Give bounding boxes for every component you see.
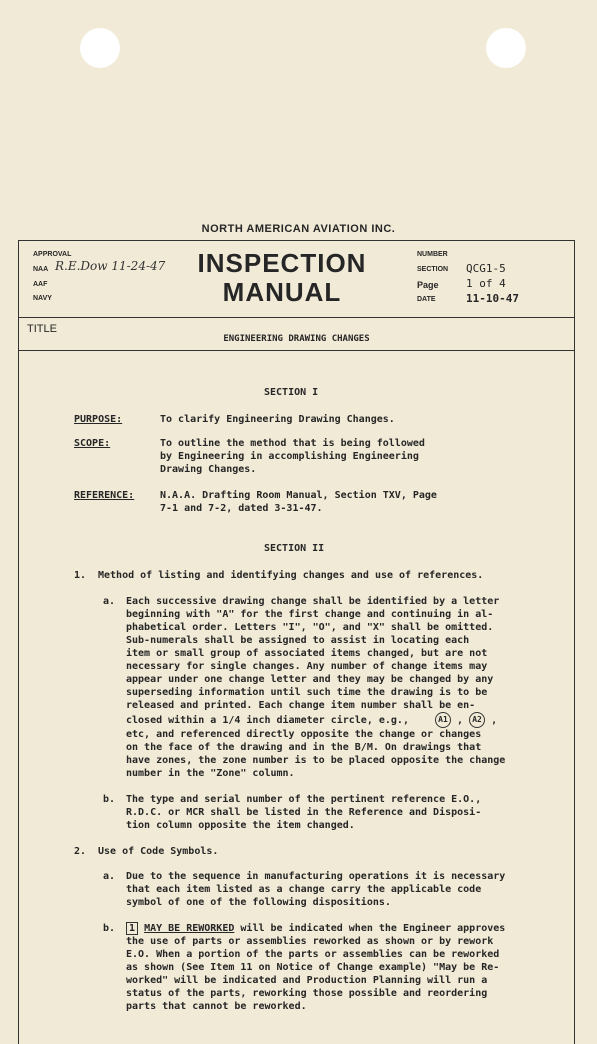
navy-label: NAVY	[33, 295, 52, 302]
item1a-line: Each successive drawing change shall be identified by a letter	[126, 596, 500, 607]
item1a-label: a.	[103, 596, 116, 607]
change-circle-a1: A1	[435, 712, 451, 728]
item1a-line: released and printed. Each change item number shall be en-	[126, 700, 476, 711]
item2b-label: b.	[103, 923, 116, 934]
item1a-line: item or small group of associated items changed, but are not	[126, 648, 488, 659]
item1a-line: on the face of the drawing and in the B/M. On drawings that	[126, 742, 482, 753]
reference-label: REFERENCE:	[74, 490, 135, 501]
item1b-line: The type and serial number of the pertinent reference E.O.,	[126, 794, 482, 805]
aaf-label: AAF	[33, 281, 48, 288]
item1a-line-with-circles: closed within a 1/4 inch diameter circle, e.g., A1 , A2 ,	[126, 712, 497, 728]
number-label: NUMBER	[417, 251, 448, 258]
company-name: NORTH AMERICAN AVIATION INC.	[201, 223, 396, 235]
scope-line: To outline the method that is being followed	[160, 438, 425, 449]
item1b-line: tion column opposite the item changed.	[126, 820, 355, 831]
reference-line: 7-1 and 7-2, dated 3-31-47.	[160, 503, 323, 514]
manual-title-line1: INSPECTION	[197, 248, 367, 278]
item2a-line: Due to the sequence in manufacturing operations it is necessary	[126, 871, 506, 882]
item2b-line: worked" will be indicated and Production Planning will run a	[126, 975, 488, 986]
item2-number: 2.	[74, 846, 87, 857]
item1a-line: phabetical order. Letters "I", "O", and "X" shall be omitted.	[126, 622, 494, 633]
item1-number: 1.	[74, 570, 87, 581]
title-label: TITLE	[27, 323, 57, 335]
scope-line: Drawing Changes.	[160, 464, 257, 475]
item1a-line: beginning with "A" for the first change and continuing in al-	[126, 609, 494, 620]
item1a-line: necessary for single changes. Any number of change items may	[126, 661, 488, 672]
code-symbol-text: MAY BE REWORKED	[144, 923, 235, 934]
item1a-line: superseding information until such time the drawing is to be	[126, 687, 488, 698]
section-value: QCG1-5	[466, 262, 506, 275]
item2a-label: a.	[103, 871, 116, 882]
item2b-line: as shown (See Item 11 on Notice of Change example) "May be Re-	[126, 962, 500, 973]
date-label: DATE	[417, 296, 436, 303]
purpose-label: PURPOSE:	[74, 414, 123, 425]
purpose-text: To clarify Engineering Drawing Changes.	[160, 414, 395, 425]
punch-hole-left	[80, 28, 120, 68]
item1b-line: R.D.C. or MCR shall be listed in the Reference and Disposi-	[126, 807, 482, 818]
item1a-line: Sub-numerals shall be assigned to assist in locating each	[126, 635, 470, 646]
item1b-label: b.	[103, 794, 116, 805]
change-circle-a2: A2	[469, 712, 485, 728]
document-title: ENGINEERING DRAWING CHANGES	[223, 334, 370, 344]
item1a-line: have zones, the zone number is to be placed opposite the change	[126, 755, 506, 766]
title-bar	[19, 320, 574, 351]
punch-hole-right	[486, 28, 526, 68]
date-value: 11-10-47	[466, 292, 519, 305]
page-label: Page	[417, 280, 439, 290]
item2-text: Use of Code Symbols.	[98, 846, 219, 857]
item2b-first-line	[126, 922, 505, 935]
item1a-line: closed within a 1/4 inch diameter circle, e.g.,	[126, 715, 409, 726]
item1a-line: etc, and referenced directly opposite the change or changes	[126, 729, 482, 740]
scope-line: by Engineering in accomplishing Engineering	[160, 451, 419, 462]
section2-heading: SECTION II	[264, 543, 325, 554]
section1-heading: SECTION I	[264, 387, 319, 398]
item2a-line: symbol of one of the following dispositions.	[126, 897, 391, 908]
section-label: SECTION	[417, 266, 449, 273]
item2b-line: parts that cannot be reworked.	[126, 1001, 307, 1012]
header-block	[19, 241, 574, 318]
code-symbol-box: 1	[126, 922, 138, 935]
reference-line: N.A.A. Drafting Room Manual, Section TXV, Page	[160, 490, 437, 501]
item1a-line: number in the "Zone" column.	[126, 768, 295, 779]
item1a-line: appear under one change letter and they may be changed by any	[126, 674, 494, 685]
naa-signature: R.E.Dow 11-24-47	[55, 259, 166, 273]
page-value: 1 of 4	[466, 277, 506, 290]
item1-text: Method of listing and identifying changes and use of references.	[98, 570, 484, 581]
item2b-line: status of the parts, reworking those possible and reordering	[126, 988, 488, 999]
item2b-line: E.O. When a portion of the parts or assemblies can be reworked	[126, 949, 500, 960]
item2b-line: the use of parts or assemblies reworked as shown or by rework	[126, 936, 494, 947]
naa-label: NAA	[33, 266, 49, 273]
item2b-first-rest: will be indicated when the Engineer approves	[240, 923, 506, 934]
manual-title-line2: MANUAL	[222, 277, 342, 307]
item2a-line: that each item listed as a change carry the applicable code	[126, 884, 482, 895]
approval-label: APPROVAL	[33, 251, 72, 258]
scope-label: SCOPE:	[74, 438, 111, 449]
